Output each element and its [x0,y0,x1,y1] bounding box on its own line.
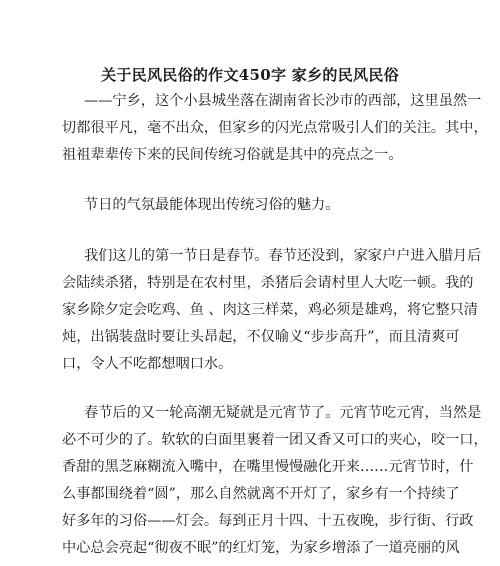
text-line: 香甜的黑芝麻糊流入嘴中，在嘴里慢慢融化开来……元宵节时，什 [62,459,474,475]
text-line: 好多年的习俗——灯会。每到正月十四、十五夜晚，步行街、行政 [62,513,474,529]
text-line: 会陆续杀猪，特别是在农村里，杀猪后会请村里人大吃一顿。我的 [62,275,474,291]
text-line: 家乡除夕定会吃鸡、鱼 、肉这三样菜，鸡必须是雄鸡，将它整只清 [62,302,478,318]
document-title: 关于民风民俗的作文450字 家乡的民风民俗 [101,66,399,84]
text-line: 春节后的又一轮高潮无疑就是元宵节了。元宵节吃元宵，当然是 [84,405,482,421]
text-line: 祖祖辈辈传下来的民间传统习俗就是其中的亮点之一。 [62,147,403,163]
text-line: 中心总会亮起“彻夜不眠”的红灯笼，为家乡增添了一道亮丽的风 [62,540,460,556]
text-line: 口，令人不吃都想咽口水。 [62,356,233,372]
text-line: 切都很平凡，毫不出众，但家乡的闪光点常吸引人们的关注。其中， [62,120,488,136]
text-line: 我们这儿的第一节日是春节。春节还没到，家家户户进入腊月后 [84,248,482,264]
text-line: ——宁乡，这个小县城坐落在湖南省长沙市的西部，这里虽然一 [84,93,482,109]
text-line: 必不可少的了。软软的白面里裹着一团又香又可口的夹心，咬一口， [62,432,488,448]
paragraph-festival-atmosphere [62,192,430,219]
text-line: 炖，出锅装盘时要让头昂起，不仅喻义“步步高升”，而且清爽可 [62,329,460,345]
paragraph-spring-festival [62,243,482,378]
text-line: 节日的气氛最能体现出传统习俗的魅力。 [84,197,340,213]
text-line: 么事都围绕着“圆”，那么自然就离不开灯了，家乡有一个持续了 [62,486,460,502]
paragraph-intro [62,88,488,169]
paragraph-lantern-festival [62,400,488,562]
